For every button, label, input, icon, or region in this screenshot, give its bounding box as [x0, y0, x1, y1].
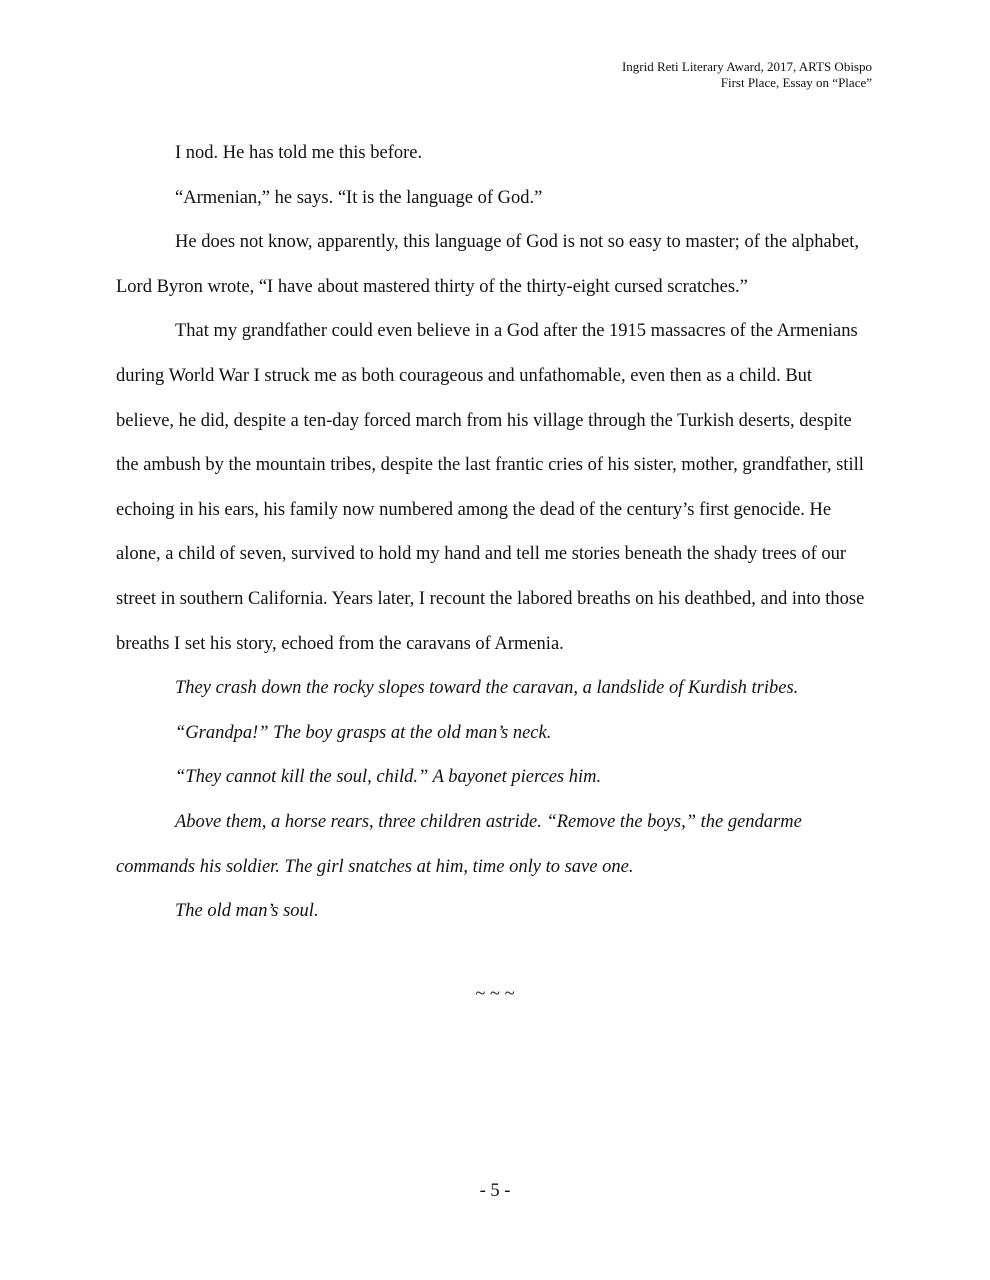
- header-line-award: Ingrid Reti Literary Award, 2017, ARTS Obispo: [621, 59, 872, 74]
- essay-body: [116, 131, 874, 934]
- page-number: - 5 -: [479, 1181, 511, 1201]
- paragraph-grandfather: That my grandfather could even believe in a God after the 1915 massacres of the Armenians during World War I struck me as both courageous and unfathomable, even then as a child. But believe, he did, despite a ten-day forced march from his village through the Turkish deserts, despite the ambush by the mountain tribes, despite the last frantic cries of his sister, mother, grandfather, still echoing in his ears, his family now numbered among the dead of the century’s first genocide. He alone, a child of seven, survived to hold my hand and tell me stories beneath the shady trees of our street in southern California. Years later, I recount the labored breaths on his deathbed, and into those breaths I set his story, echoed from the caravans of Armenia.: [116, 321, 865, 654]
- paragraph-byron: He does not know, apparently, this language of God is not so easy to master; of the alphabet, Lord Byron wrote, “I have about mastered thirty of the thirty-eight cursed scratches.”: [116, 232, 859, 297]
- italic-paragraph-soul: The old man’s soul.: [175, 901, 319, 922]
- running-header: [622, 59, 872, 91]
- italic-paragraph-horse: Above them, a horse rears, three children astride. “Remove the boys,” the gendarme commands his soldier. The girl snatches at him, time only to save one.: [116, 811, 802, 877]
- italic-paragraph-bayonet: “They cannot kill the soul, child.” A bayonet pierces him.: [175, 767, 602, 788]
- paragraph-armenian-quote: “Armenian,” he says. “It is the language of God.”: [175, 187, 543, 208]
- header-line-category: First Place, Essay on “Place”: [720, 75, 872, 90]
- italic-paragraph-grandpa: “Grandpa!” The boy grasps at the old man’s neck.: [175, 722, 552, 743]
- italic-paragraph-landslide: They crash down the rocky slopes toward the caravan, a landslide of Kurdish tribes.: [175, 678, 799, 699]
- section-separator: ~ ~ ~: [475, 984, 515, 1004]
- paragraph-nod: I nod. He has told me this before.: [175, 143, 423, 163]
